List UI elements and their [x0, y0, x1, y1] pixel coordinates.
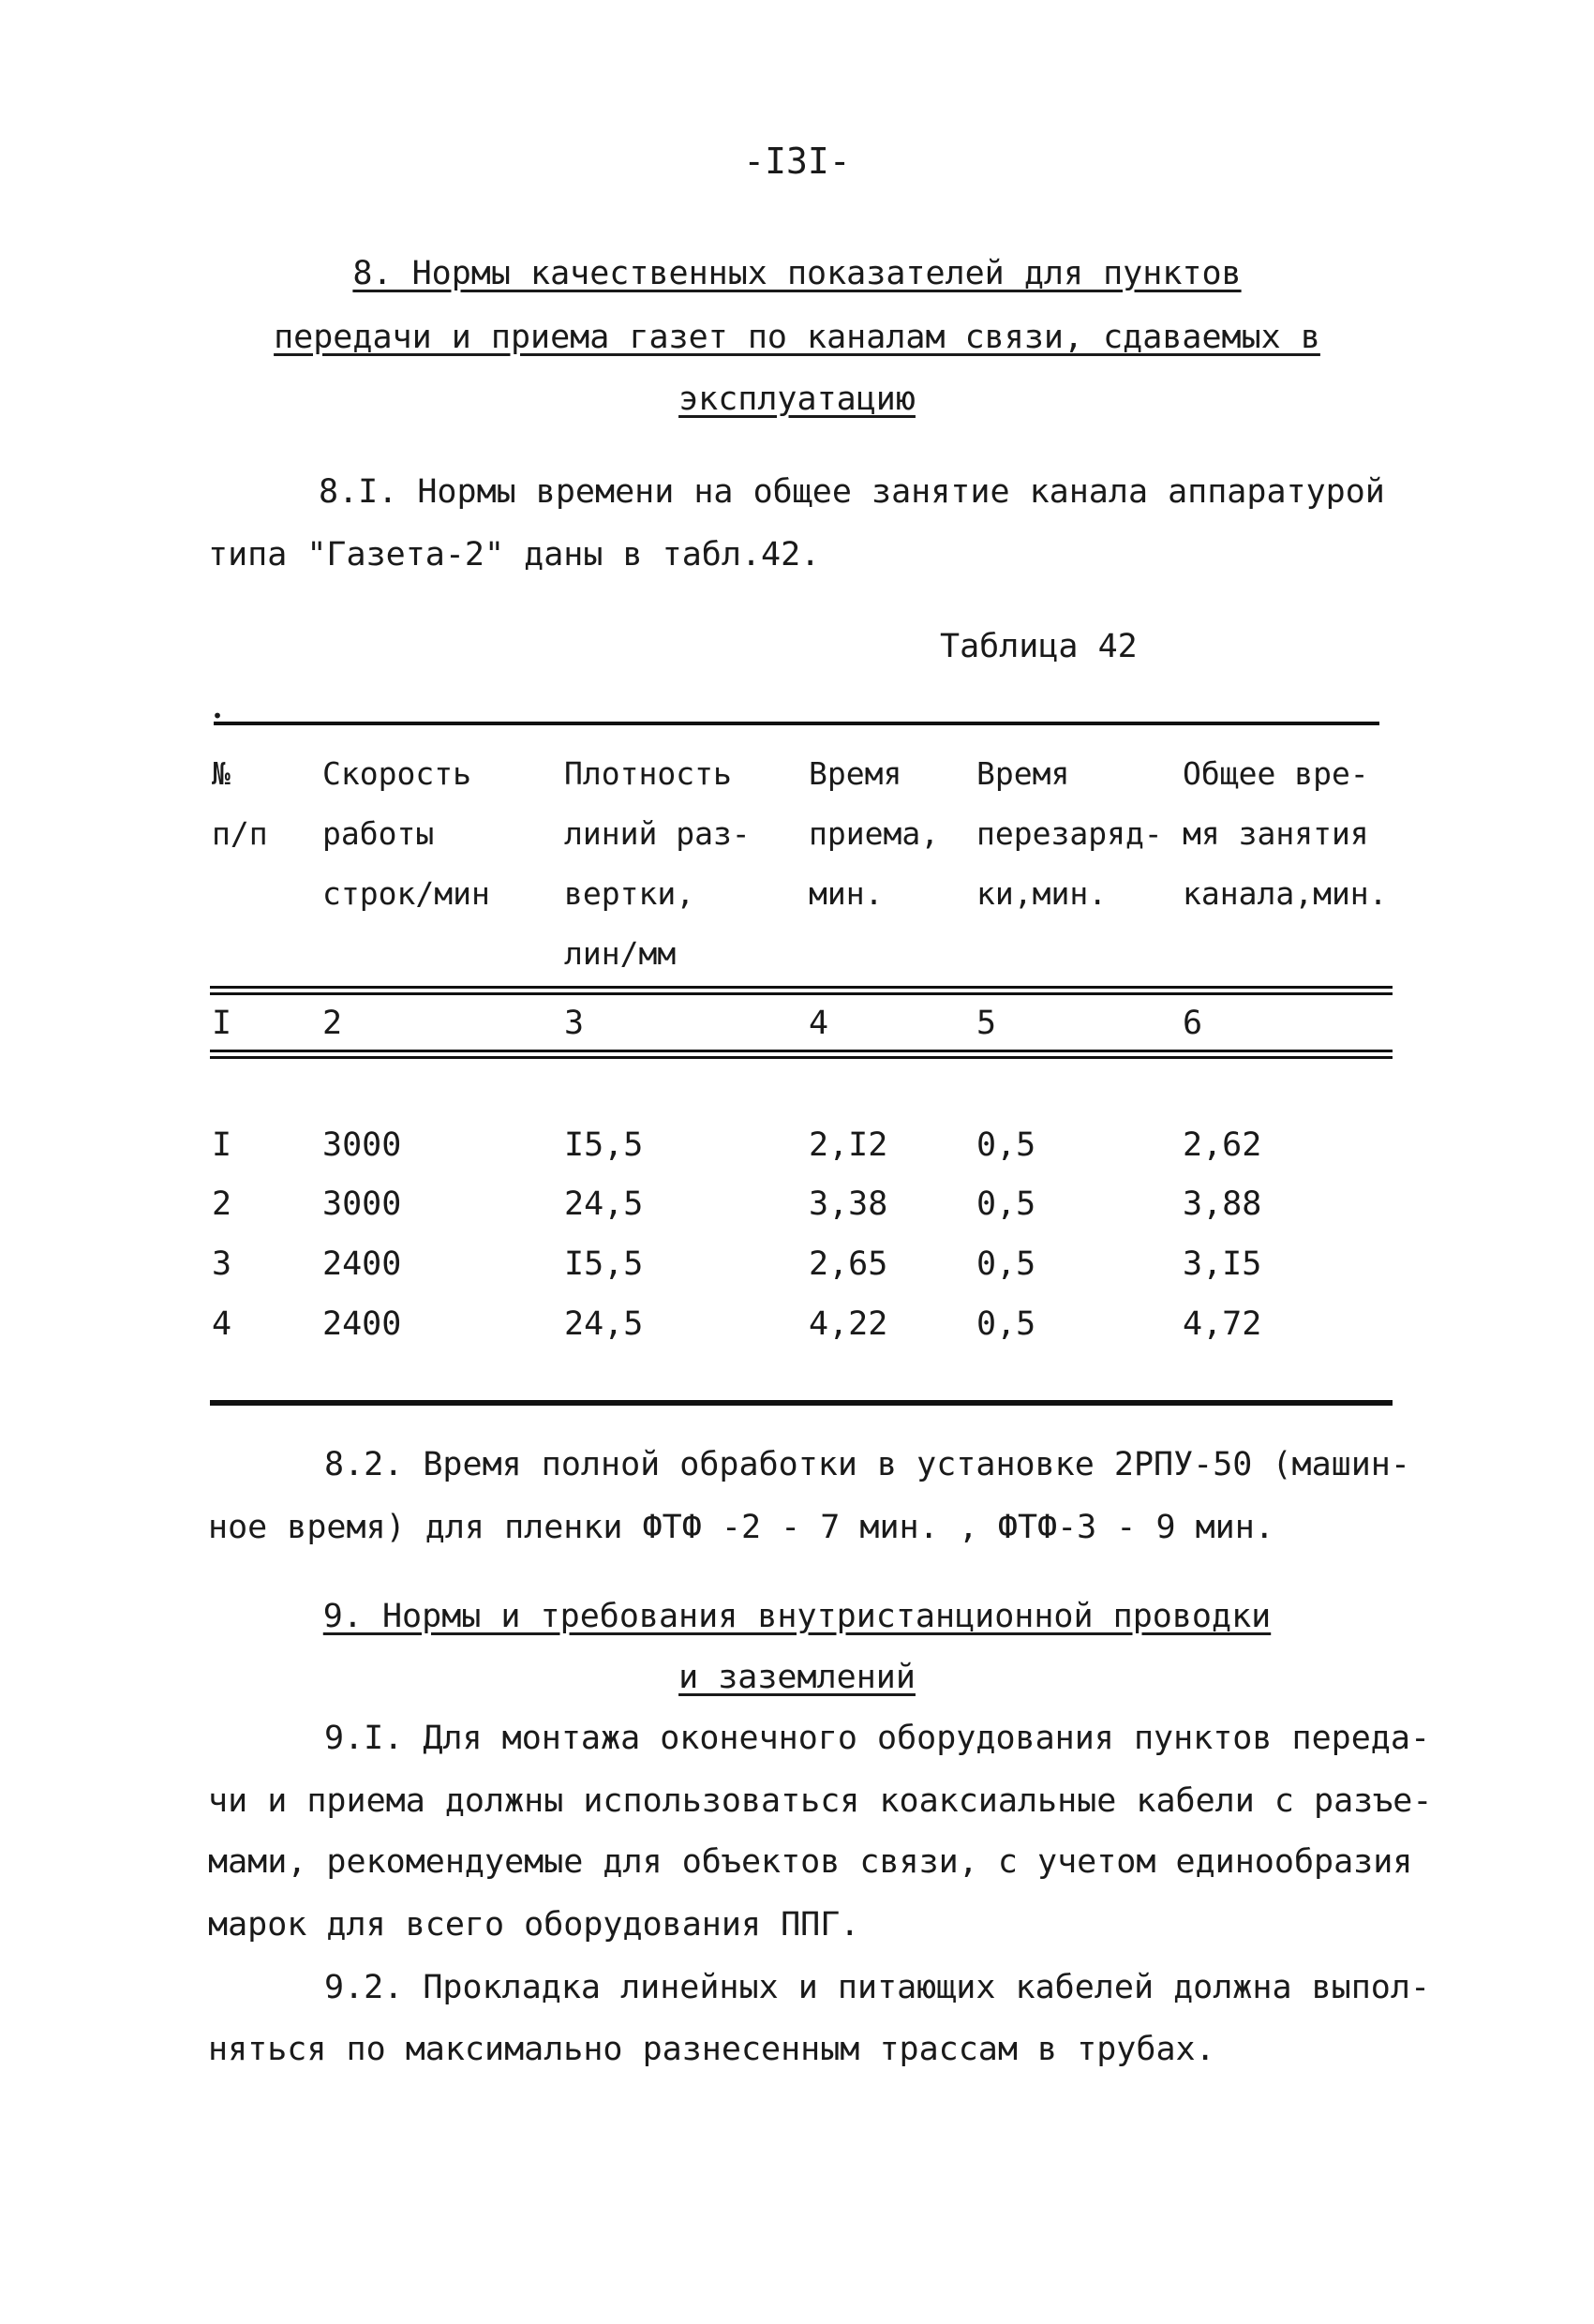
row-1-col-3: I5,5: [564, 1126, 644, 1164]
header-col-3-line-4: лин/мм: [564, 935, 677, 972]
section-8-heading-line-1: 8. Нормы качественных показателей для пунктов: [352, 255, 1242, 292]
column-number-bottom-rule: [210, 1050, 1393, 1059]
header-col-1-line-2: п/п: [212, 815, 268, 852]
header-col-1-line-1: №: [212, 755, 231, 792]
row-3-col-5: 0,5: [976, 1245, 1036, 1283]
row-4-col-2: 2400: [322, 1305, 402, 1343]
section-8-heading-line-2: передачи и приема газет по каналам связи, сдаваемых в: [274, 319, 1320, 356]
column-number-4: 4: [809, 1005, 829, 1042]
paragraph-9-1-line-1: 9.I. Для монтажа оконечного оборудования пунктов переда-: [324, 1720, 1431, 1757]
row-3-col-2: 2400: [322, 1245, 402, 1283]
header-col-2: [322, 744, 490, 924]
page-number: -I3I-: [743, 141, 851, 182]
row-3-col-1: 3: [212, 1245, 232, 1283]
row-1-col-5: 0,5: [976, 1126, 1036, 1164]
header-bottom-rule: [210, 986, 1393, 995]
header-col-5-line-3: ки,мин.: [976, 875, 1108, 912]
paragraph-9-2-line-2: няться по максимально разнесенным трассам в трубах.: [208, 2031, 1215, 2068]
table-caption: Таблица 42: [940, 628, 1138, 665]
column-number-6: 6: [1183, 1005, 1203, 1042]
row-2-col-3: 24,5: [564, 1185, 644, 1223]
section-8-heading-line-3: эксплуатацию: [678, 380, 916, 418]
section-9-heading-line-1: 9. Нормы и требования внутристанционной проводки: [322, 1598, 1272, 1635]
table-top-mark: •: [212, 705, 224, 727]
table-bottom-rule: [210, 1400, 1393, 1406]
row-4-col-1: 4: [212, 1305, 232, 1343]
row-3-col-4: 2,65: [809, 1245, 888, 1283]
header-col-5: [976, 744, 1163, 924]
row-1-col-2: 3000: [322, 1126, 402, 1164]
column-number-2: 2: [322, 1005, 343, 1042]
paragraph-9-1-line-4: марок для всего оборудования ППГ.: [208, 1906, 860, 1944]
header-col-5-line-1: Время: [976, 755, 1070, 792]
row-4-col-3: 24,5: [564, 1305, 644, 1343]
header-col-1: [212, 744, 268, 864]
row-4-col-6: 4,72: [1183, 1305, 1262, 1343]
header-col-6: [1183, 744, 1388, 924]
row-2-col-1: 2: [212, 1185, 232, 1223]
paragraph-8-1-line-2: типа "Газета-2" даны в табл.42.: [208, 536, 821, 574]
header-col-3: [564, 744, 751, 984]
header-col-4-line-3: мин.: [809, 875, 884, 912]
row-2-col-5: 0,5: [976, 1185, 1036, 1223]
row-2-col-2: 3000: [322, 1185, 402, 1223]
paragraph-8-2-line-2: ное время) для пленки ФТФ -2 - 7 мин. , ФТФ-3 - 9 мин.: [208, 1509, 1274, 1546]
header-col-3-line-3: вертки,: [564, 875, 695, 912]
paragraph-8-1-line-1: 8.I. Нормы времени на общее занятие канала аппаратурой: [319, 473, 1385, 511]
row-3-col-6: 3,I5: [1183, 1245, 1262, 1283]
paragraph-9-1-line-2: чи и приема должны использоваться коаксиальные кабели с разъе-: [208, 1782, 1433, 1820]
row-1-col-4: 2,I2: [809, 1126, 888, 1164]
paragraph-9-2-line-1: 9.2. Прокладка линейных и питающих кабелей должна выпол-: [324, 1969, 1431, 2006]
header-col-4-line-2: приема,: [809, 815, 940, 852]
paragraph-8-2-line-1: 8.2. Время полной обработки в установке 2РПУ-50 (машин-: [324, 1446, 1410, 1483]
header-col-6-line-3: канала,мин.: [1183, 875, 1388, 912]
header-col-2-line-1: Скорость: [322, 755, 471, 792]
header-col-4: [809, 744, 939, 924]
header-col-3-line-1: Плотность: [564, 755, 732, 792]
header-col-6-line-1: Общее вре-: [1183, 755, 1369, 792]
header-col-5-line-2: перезаряд-: [976, 815, 1163, 852]
row-2-col-6: 3,88: [1183, 1185, 1262, 1223]
row-3-col-3: I5,5: [564, 1245, 644, 1283]
column-number-1: I: [212, 1005, 232, 1042]
row-1-col-6: 2,62: [1183, 1126, 1262, 1164]
header-col-6-line-2: мя занятия: [1183, 815, 1369, 852]
column-number-3: 3: [564, 1005, 585, 1042]
table-top-rule: [214, 722, 1379, 725]
header-col-2-line-3: строк/мин: [322, 875, 490, 912]
row-1-col-1: I: [212, 1126, 232, 1164]
header-col-3-line-2: линий раз-: [564, 815, 751, 852]
row-4-col-5: 0,5: [976, 1305, 1036, 1343]
paragraph-9-1-line-3: мами, рекомендуемые для объектов связи, с учетом единообразия: [208, 1843, 1413, 1881]
section-9-heading-line-2: и заземлений: [678, 1659, 916, 1696]
column-number-5: 5: [976, 1005, 997, 1042]
row-2-col-4: 3,38: [809, 1185, 888, 1223]
header-col-4-line-1: Время: [809, 755, 902, 792]
header-col-2-line-2: работы: [322, 815, 435, 852]
row-4-col-4: 4,22: [809, 1305, 888, 1343]
